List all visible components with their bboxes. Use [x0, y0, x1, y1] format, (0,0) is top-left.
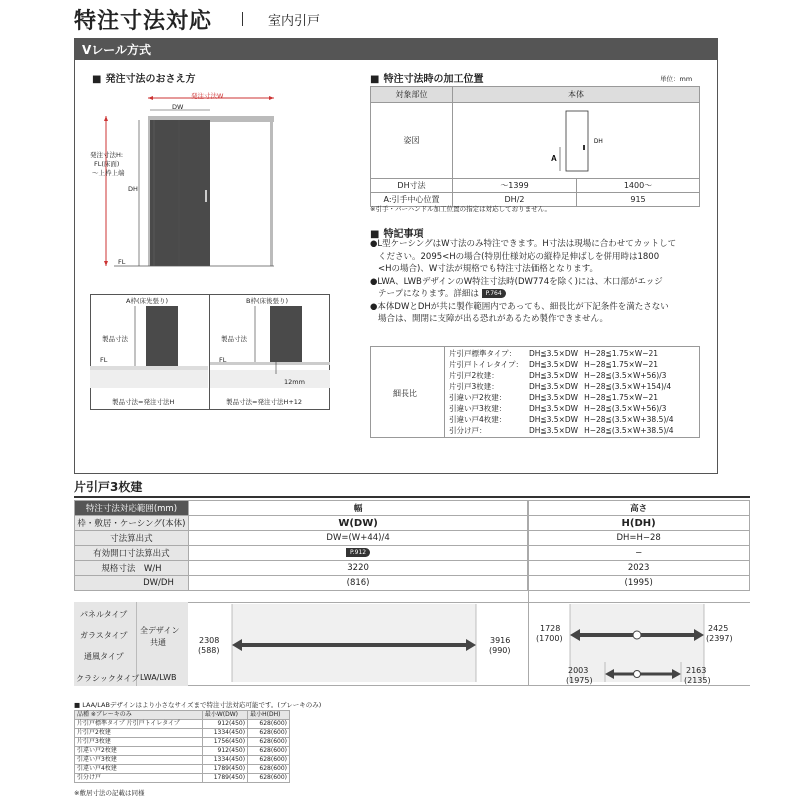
h2-max: 2163 [686, 666, 707, 675]
ratio-cell: H−28≦(3.5×W+38.5)/4 [584, 415, 674, 424]
eff-badge[interactable]: P.912 [346, 548, 370, 557]
ratio-cell: 引違い戸2枚建： [449, 393, 507, 402]
type-glass: ガラスタイプ [80, 631, 128, 640]
ratio-cell: DH≦3.5×DW [528, 360, 579, 369]
laa-cell: 628(600) [248, 747, 290, 756]
frame-a-caption: 製品寸法=発注寸法H [112, 398, 175, 406]
h-dh: H(DH) [528, 516, 750, 531]
calc-w: DW=(W+44)/4 [188, 531, 527, 546]
laa-cell: 1334(450) [202, 729, 247, 738]
dw-label: DW [172, 103, 184, 111]
eff-h: − [528, 546, 750, 561]
laa-cell: 912(450) [202, 747, 247, 756]
frame-label: 枠・敷居・ケーシング(本体) [75, 516, 189, 531]
ratio-cell: 片引戸トイレタイプ： [449, 360, 523, 369]
col-body: 本体 [453, 87, 700, 103]
frame-b-caption: 製品寸法=発注寸法H+12 [226, 398, 303, 406]
laa-cell: 1756(450) [202, 738, 247, 747]
frame-b-title: B枠(床後張り) [246, 297, 289, 305]
std-h: 2023 [528, 561, 750, 576]
ratio-cell: H−28≦(3.5×W+154)/4 [584, 382, 672, 391]
ratio-cell: H−28≦(3.5×W+38.5)/4 [584, 426, 674, 435]
laa-cell: 628(600) [248, 756, 290, 765]
order-w-label: 発注寸法W [191, 92, 224, 100]
laa-footnote: ※敷居寸法の記載は同様 [74, 789, 145, 797]
laa-cell: 引違い戸4枚建 [75, 765, 203, 774]
std-w: 3220 [188, 561, 527, 576]
section-3panel-rule [74, 496, 750, 498]
common-label: 共通 [150, 638, 166, 647]
lwa-label: LWA/LWB [140, 673, 177, 682]
wh-label: W/H [143, 564, 162, 574]
note-2b: テープになります。詳細は [378, 289, 479, 299]
ratio-cell: DH≦3.5×DW [528, 349, 579, 358]
ratio-cell: H−28≦1.75×W−21 [584, 360, 659, 369]
std-dw: (816) [188, 576, 527, 591]
note-3b: 場合は、開閉に支障が出る恐れがあるため製作できません。 [378, 314, 609, 324]
laa-cell: 628(600) [248, 738, 290, 747]
laa-cell: 912(450) [202, 720, 247, 729]
laa-note: ■ LAA/LABデザインはより小さなサイズまで特注寸法対応可能です。(ブレーキのみ) [74, 701, 322, 709]
w-min: 2308 [199, 636, 220, 645]
std-label-1: 規格寸法 [101, 564, 136, 574]
range-bars [188, 602, 750, 686]
page-ref-badge[interactable]: P.764 [482, 289, 506, 298]
ratio-row [446, 381, 677, 392]
w-min-d: (588) [198, 646, 220, 655]
ratio-label: 細長比 [393, 389, 417, 398]
frame-b-fl: FL [219, 356, 227, 364]
a-v1: DH/2 [453, 193, 577, 207]
laa-cell: 片引戸標準タイプ 片引戸トイレタイプ [75, 720, 203, 729]
laa-col-w: 最小W(DW) [202, 711, 247, 720]
table-row [75, 756, 290, 765]
ratio-cell: 引違い戸4枚建： [449, 415, 507, 424]
ratio-cell: DH≦3.5×DW [528, 382, 579, 391]
h-min-d: (1700) [536, 634, 563, 643]
w-dw: W(DW) [188, 516, 527, 531]
figure-cell [453, 103, 700, 179]
ratio-table [446, 348, 677, 436]
ratio-cell: H−28≦1.75×W−21 [584, 349, 659, 358]
h-max: 2425 [708, 624, 729, 633]
ratio-divider [444, 346, 445, 438]
laa-cell: 引違い戸3枚建 [75, 756, 203, 765]
table-row [75, 747, 290, 756]
frame-b-12mm: 12mm [284, 378, 305, 386]
eff-label: 有効開口寸法算出式 [75, 546, 189, 561]
section-3panel-title: 片引戸3枚建 [74, 480, 143, 494]
laa-cell: 片引戸3枚建 [75, 738, 203, 747]
std-wh-cell [75, 561, 189, 576]
laa-cell: 1789(450) [202, 765, 247, 774]
door-figure [526, 105, 626, 175]
dh-v2: 1400〜 [577, 179, 700, 193]
notes-heading: ■ 特記事項 [370, 225, 423, 240]
ratio-cell: DH≦3.5×DW [528, 404, 579, 413]
processing-footnote: ※引手・バーハンドル加工位置の指定は対応しておりません。 [370, 205, 552, 213]
section-v-rail-title: Vレール方式 [74, 38, 718, 60]
note-2b-line [370, 288, 710, 301]
ratio-cell: 片引戸3枚建： [449, 382, 499, 391]
h-min: 1728 [540, 624, 561, 633]
row-figure-label: 姿図 [371, 103, 453, 179]
laa-cell: 片引戸2枚建 [75, 729, 203, 738]
frame-a-product: 製品寸法 [102, 335, 128, 343]
frame-a-fl: FL [100, 356, 108, 364]
ratio-cell: H−28≦(3.5×W+56)/3 [584, 404, 667, 413]
ratio-cell: DH≦3.5×DW [528, 393, 579, 402]
table-row [75, 720, 290, 729]
note-1b: ください。2095<Hの場合(特別仕様対応の縦枠足伸ばしを併用時は1800 [378, 251, 660, 262]
ratio-cell: H−28≦1.75×W−21 [584, 393, 659, 402]
ratio-cell: 片引戸2枚建： [449, 371, 499, 380]
laa-cell: 628(600) [248, 765, 290, 774]
notes-block [370, 238, 710, 326]
height-heading: 高さ [528, 501, 750, 516]
ratio-cell: DH≦3.5×DW [528, 371, 579, 380]
row-dh-label: DH寸法 [371, 179, 453, 193]
ordering-diagram [84, 86, 284, 276]
laa-cell: 628(600) [248, 720, 290, 729]
table-row [75, 738, 290, 747]
w-max: 3916 [490, 636, 511, 645]
laa-col-h: 最小H(DH) [248, 711, 290, 720]
ratio-cell: DH≦3.5×DW [528, 415, 579, 424]
ratio-row [446, 370, 677, 381]
laa-table [74, 710, 290, 783]
table-row [75, 765, 290, 774]
laa-cell: 628(600) [248, 774, 290, 783]
title-divider [242, 12, 243, 26]
processing-heading: ■ 特注寸法時の加工位置 [370, 70, 483, 85]
ratio-row [446, 392, 677, 403]
note-1: ●L型ケーシングはW寸法のみ特注できます。H寸法は現場に合わせてカットして [370, 239, 677, 249]
ordering-heading: ■ 発注寸法のおさえ方 [92, 70, 195, 85]
dwdh-label: DW/DH [75, 576, 189, 591]
ratio-row [446, 359, 677, 370]
width-heading: 幅 [188, 501, 527, 516]
col-target: 対象部位 [371, 87, 453, 103]
type-classic: クラシックタイプ [76, 674, 140, 683]
std-dh: (1995) [528, 576, 750, 591]
ratio-row [446, 403, 677, 414]
note-1c: <Hの場合)、W寸法が規格でも特注寸法価格となります。 [378, 264, 599, 274]
range-label: 特注寸法対応範囲(mm) [75, 501, 189, 516]
laa-cell: 628(600) [248, 729, 290, 738]
fig-dh-label: DH [594, 138, 603, 145]
frame-b-product: 製品寸法 [221, 335, 247, 343]
frame-a-title: A枠(床先張り) [126, 297, 169, 305]
a-v2: 915 [577, 193, 700, 207]
ratio-row [446, 348, 677, 359]
h-max-d: (2397) [706, 634, 733, 643]
fl-label: FL [118, 258, 126, 266]
ratio-row [446, 425, 677, 436]
note-2: ●LWA、LWBデザインのW特注寸法時(DW774を除く)には、木口部がエッジ [370, 276, 663, 287]
processing-table [370, 86, 700, 207]
ratio-row [446, 414, 677, 425]
laa-cell: 1789(450) [202, 774, 247, 783]
row-a-label: A:引手中心位置 [371, 193, 453, 207]
type-vent: 通風タイプ [84, 652, 124, 661]
calc-h: DH=H−28 [528, 531, 750, 546]
dh-v1: 〜1399 [453, 179, 577, 193]
w-max-d: (990) [489, 646, 511, 655]
ratio-cell: 引違い戸3枚建： [449, 404, 507, 413]
unit-label: 単位：mm [660, 75, 693, 83]
order-h-label: 発注寸法H: [90, 151, 124, 159]
ratio-cell: H−28≦(3.5×W+56)/3 [584, 371, 667, 380]
ratio-cell: 引分け戸： [449, 426, 487, 435]
laa-cell: 1334(450) [202, 756, 247, 765]
all-design: 全デザイン [140, 626, 180, 635]
table-row [75, 774, 290, 783]
note-3: ●本体DWとDHが共に製作範囲内であっても、細長比が下記条件を満たさない [370, 301, 669, 312]
fig-a-label: A [551, 153, 557, 163]
eff-w-cell [188, 546, 527, 561]
dh-label: DH [128, 185, 138, 193]
calc-label: 寸法算出式 [75, 531, 189, 546]
laa-cell: 引分け戸 [75, 774, 203, 783]
ratio-cell: DH≦3.5×DW [528, 426, 579, 435]
page-subtitle: 室内引戸 [268, 14, 321, 29]
h2-max-d: (2135) [684, 676, 711, 685]
h2-min: 2003 [568, 666, 589, 675]
laa-col-type: 品種 ※ブレーキのみ [75, 711, 203, 720]
type-panel: パネルタイプ [80, 610, 128, 619]
h2-min-d: (1975) [566, 676, 593, 685]
order-h-top: 〜上枠上端 [92, 169, 125, 177]
range-table [74, 500, 750, 591]
page-title: 特注寸法対応 [74, 9, 213, 34]
ratio-cell: 片引戸標準タイプ： [449, 349, 517, 358]
laa-cell: 引違い戸2枚建 [75, 747, 203, 756]
order-h-fl: FL(床面) [94, 160, 120, 168]
table-row [75, 729, 290, 738]
